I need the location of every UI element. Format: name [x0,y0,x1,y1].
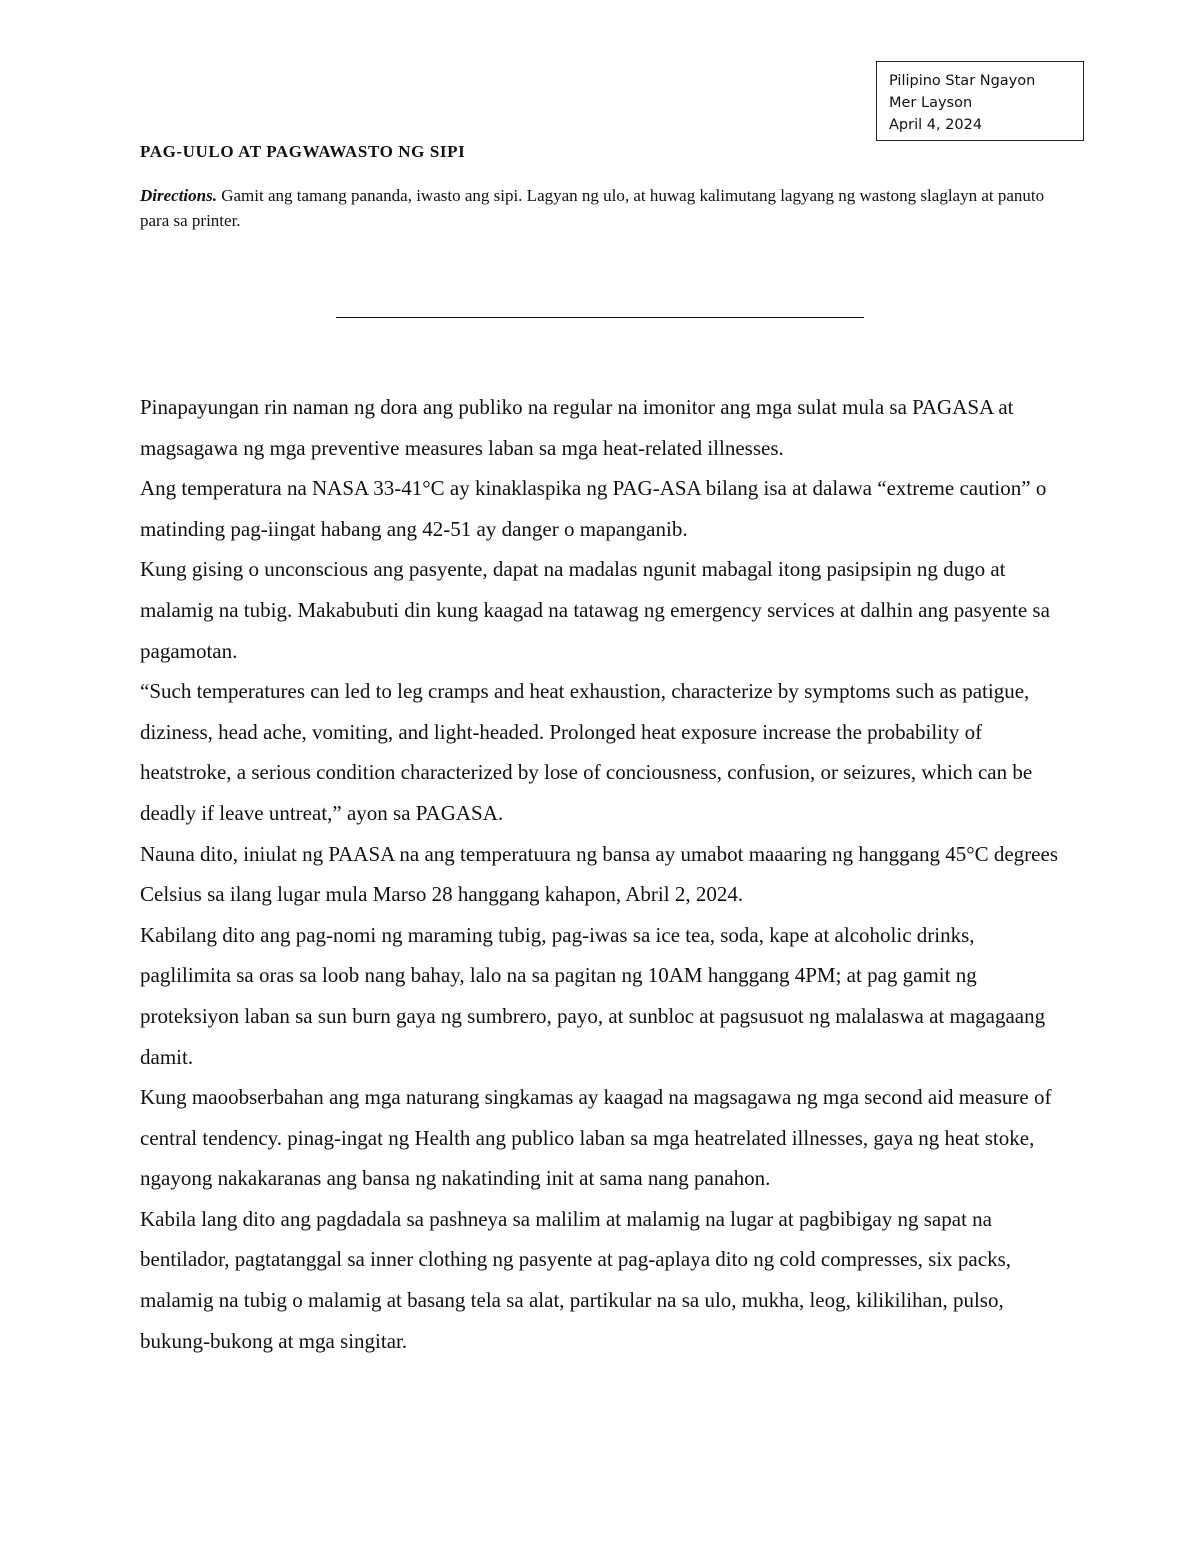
body-paragraph: Kabila lang dito ang pagdadala sa pashneya sa malilim at malamig na lugar at pagbibigay ng sapat na bentilador, pagtatanggal sa inner clothing ng pasyente at pag-aplaya dito ng cold compresses, six packs, malamig na tubig o malamig at basang tela sa alat, partikular na sa ulo, mukha, leog, kilikilihan, pulso, bukung-bukong at mga singitar. [140,1206,1011,1353]
directions [140,183,1060,233]
publication-name: Pilipino Star Ngayon [889,73,1036,89]
body-paragraph: Kung gising o unconscious ang pasyente, dapat na madalas ngunit mabagal itong pasipsipin ng dugo at malamig na tubig. Makabubuti din kung kaagad na tatawag ng emergency services at dalhin ang pasyente sa pagamotan. [140,557,1050,663]
source-info-box [876,61,1084,141]
author-name: Mer Layson [889,95,973,111]
article-body [140,387,1070,1361]
publication-date: April 4, 2024 [889,117,983,133]
headline-blank-line [336,317,864,318]
directions-text: Gamit ang tamang pananda, iwasto ang sipi. Lagyan ng ulo, at huwag kalimutang lagyang ng wastong slaglayn at panuto para sa printer. [140,186,1045,230]
directions-label: Directions. [140,186,217,205]
body-paragraph: Pinapayungan rin naman ng dora ang publiko na regular na imonitor ang mga sulat mula sa PAGASA at magsagawa ng mga preventive measures laban sa mga heat-related illnesses. [140,395,1014,460]
document-title: PAG-UULO AT PAGWAWASTO NG SIPI [140,142,466,161]
body-paragraph: “Such temperatures can led to leg cramps and heat exhaustion, characterize by symptoms such as patigue, diziness, head ache, vomiting, and light-headed. Prolonged heat exposure increase the probability of heatstroke, a serious condition characterized by lose of conciousness, confusion, or seizures, which can be deadly if leave untreat,” ayon sa PAGASA. [140,679,1033,825]
body-paragraph: Ang temperatura na NASA 33-41°C ay kinaklaspika ng PAG-ASA bilang isa at dalawa “extreme caution” o matinding pag-iingat habang ang 42-51 ay danger o mapanganib. [140,476,1047,541]
body-paragraph: Kabilang dito ang pag-nomi ng maraming tubig, pag-iwas sa ice tea, soda, kape at alcoholic drinks, paglilimita sa oras sa loob nang bahay, lalo na sa pagitan ng 10AM hanggang 4PM; at pag gamit ng proteksiyon laban sa sun burn gaya ng sumbrero, payo, at sunbloc at pagsusuot ng malalaswa at magagaang damit. [140,922,1046,1069]
body-paragraph: Nauna dito, iniulat ng PAASA na ang temperatuura ng bansa ay umabot maaaring ng hanggang 45°C degrees Celsius sa ilang lugar mula Marso 28 hanggang kahapon, Abril 2, 2024. [140,841,1058,907]
body-paragraph: Kung maoobserbahan ang mga naturang singkamas ay kaagad na magsagawa ng mga second aid measure of central tendency. pinag-ingat ng Health ang publico laban sa mga heatrelated illnesses, gaya ng heat stoke, ngayong nakakaranas ang bansa ng nakatinding init at sama nang panahon. [140,1085,1052,1191]
